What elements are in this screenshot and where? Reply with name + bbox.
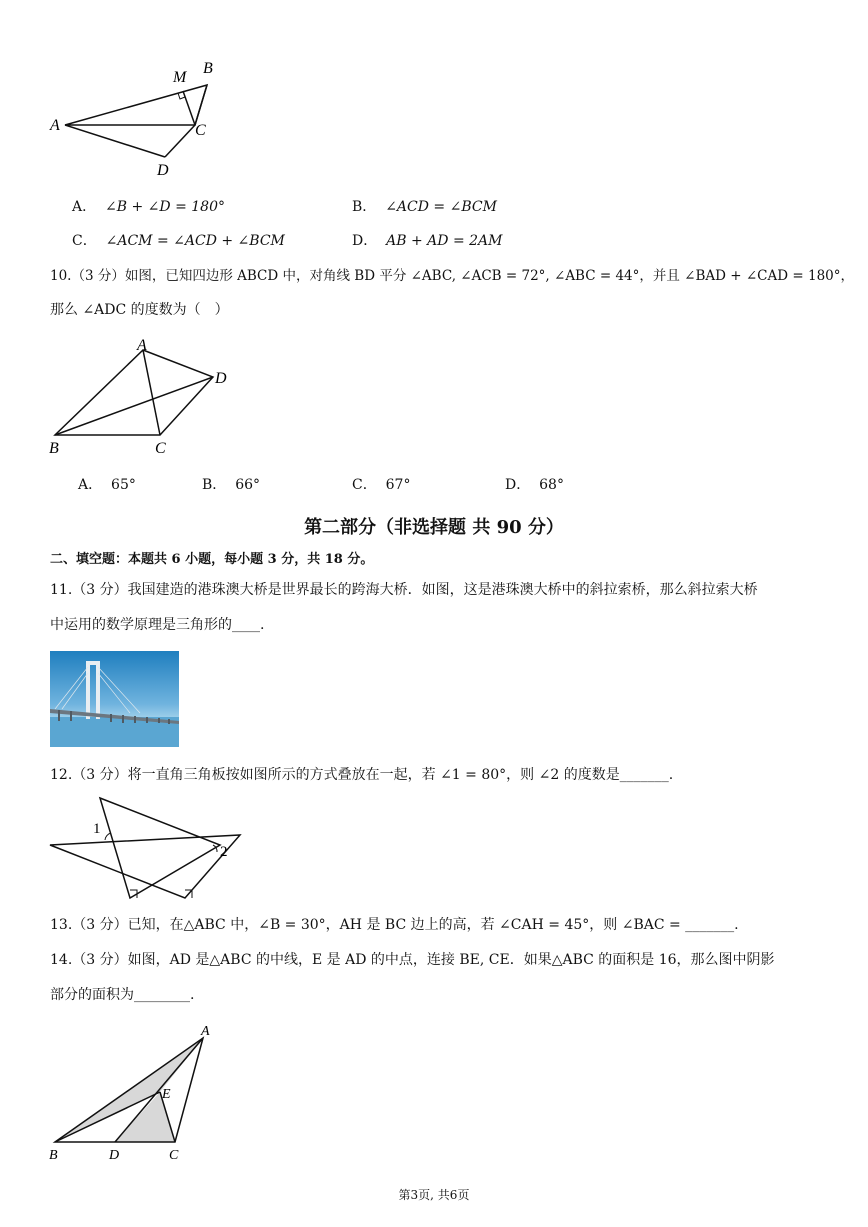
q9-option-c: C． ∠ACM = ∠ACD + ∠BCM — [72, 233, 285, 249]
q11-line1: 11.（3 分）我国建造的港珠澳大桥是世界最长的跨海大桥．如图，这是港珠澳大桥中的斜拉索桥，那么斜拉索大桥 — [50, 582, 758, 598]
q14-label-a: A — [201, 1024, 210, 1039]
q9-option-a: A． ∠B + ∠D = 180° — [72, 199, 225, 215]
q10-label-d: D — [215, 370, 227, 387]
q14-label-d: D — [109, 1148, 120, 1163]
q9-label-c: C — [195, 122, 206, 139]
q12-figure — [45, 790, 245, 905]
q10-label-b: B — [49, 440, 59, 457]
q14-label-c: C — [169, 1148, 179, 1163]
page-footer: 第3页, 共6页 — [398, 1188, 470, 1202]
q10-label-c: C — [155, 440, 166, 457]
q14-figure — [45, 1020, 225, 1165]
part2-title: 第二部分（非选择题 共 90 分） — [304, 517, 564, 538]
q10-option-b: B． 66° — [202, 477, 261, 493]
q13-line1: 13.（3 分）已知，在△ABC 中，∠B = 30°，AH 是 BC 边上的高，若 ∠CAH = 45°，则 ∠BAC = _______. — [50, 917, 739, 933]
q10-line1: 10.（3 分）如图，已知四边形 ABCD 中，对角线 BD 平分 ∠ABC, ∠ACB = 72°, ∠ABC = 44°，并且 ∠BAD + ∠CAD = 180°， — [50, 268, 855, 284]
q14-label-b: B — [49, 1148, 58, 1163]
q14-line1: 14.（3 分）如图，AD 是△ABC 的中线，E 是 AD 的中点，连接 BE, CE．如果△ABC 的面积是 16，那么图中阴影 — [50, 952, 775, 968]
section-fill-blank: 二、填空题：本题共 6 小题，每小题 3 分，共 18 分。 — [50, 552, 374, 567]
q9-figure — [45, 55, 235, 180]
q9-label-b: B — [203, 60, 213, 77]
q12-label-1: 1 — [93, 821, 101, 837]
q10-figure — [45, 335, 245, 460]
q14-label-e: E — [162, 1087, 171, 1102]
q9-label-d: D — [157, 162, 169, 179]
q11-line2: 中运用的数学原理是三角形的____. — [50, 617, 265, 633]
bridge-photo — [50, 651, 179, 747]
q10-option-d: D． 68° — [505, 477, 564, 493]
q10-option-c: C． 67° — [352, 477, 411, 493]
q10-line2: 那么 ∠ADC 的度数为（ ） — [50, 302, 229, 318]
q12-label-2: 2 — [220, 844, 228, 860]
q14-line2: 部分的面积为________. — [50, 987, 195, 1003]
q12-line1: 12.（3 分）将一直角三角板按如图所示的方式叠放在一起，若 ∠1 = 80°，则 ∠2 的度数是_______. — [50, 767, 674, 783]
q9-option-b: B． ∠ACD = ∠BCM — [352, 199, 497, 215]
q10-option-a: A． 65° — [78, 477, 136, 493]
q10-label-a: A — [137, 337, 147, 354]
q9-label-m: M — [173, 69, 187, 86]
q9-option-d: D． AB + AD = 2AM — [352, 233, 503, 249]
q9-label-a: A — [50, 117, 60, 134]
